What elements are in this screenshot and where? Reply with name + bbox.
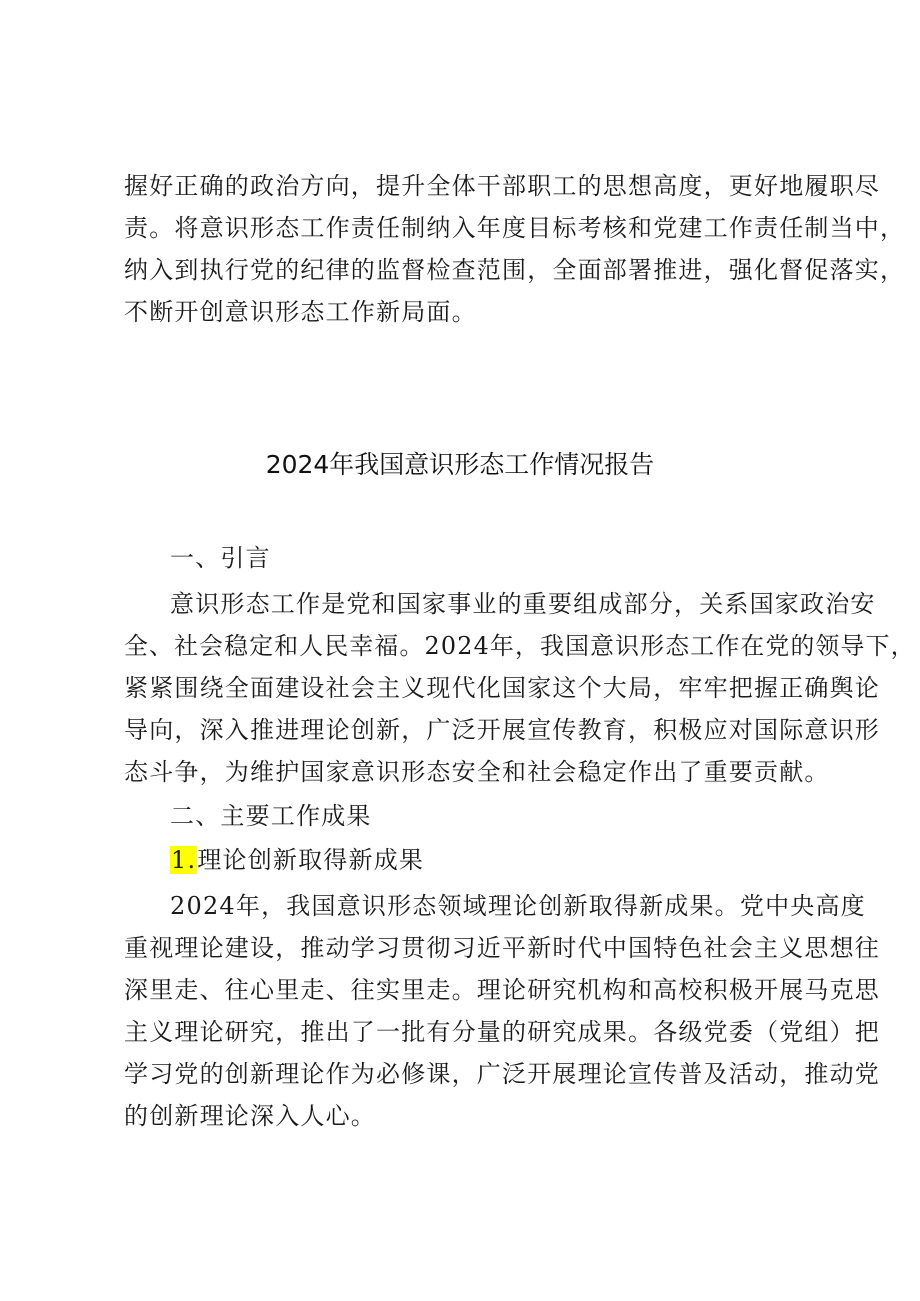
carryover-line: 握好正确的政治方向，提升全体干部职工的思想高度，更好地履职尽 bbox=[124, 172, 880, 200]
paragraph-line: 紧紧围绕全面建设社会主义现代化国家这个大局，牢牢把握正确舆论 bbox=[124, 674, 880, 702]
paragraph-line: 全、社会稳定和人民幸福。2024年，我国意识形态工作在党的领导下， bbox=[124, 632, 916, 660]
paragraph-line: 的创新理论深入人心。 bbox=[124, 1102, 376, 1130]
carryover-line: 纳入到执行党的纪律的监督检查范围，全面部署推进，强化督促落实， bbox=[124, 256, 906, 284]
subheading-label: 理论创新取得新成果 bbox=[197, 846, 425, 874]
section-heading-introduction: 一、引言 bbox=[170, 544, 271, 572]
paragraph-line: 深里走、往心里走、往实里走。理论研究机构和高校积极开展马克思 bbox=[124, 976, 880, 1004]
subheading-theory-innovation bbox=[170, 844, 424, 876]
paragraph-line: 2024年，我国意识形态领域理论创新取得新成果。党中央高度 bbox=[170, 892, 866, 920]
carryover-line: 不断开创意识形态工作新局面。 bbox=[124, 298, 477, 326]
paragraph-line: 意识形态工作是党和国家事业的重要组成部分，关系国家政治安 bbox=[170, 590, 876, 618]
paragraph-line: 学习党的创新理论作为必修课，广泛开展理论宣传普及活动，推动党 bbox=[124, 1060, 880, 1088]
section-heading-main-achievements: 二、主要工作成果 bbox=[170, 802, 372, 830]
paragraph-line: 主义理论研究，推出了一批有分量的研究成果。各级党委（党组）把 bbox=[124, 1018, 880, 1046]
document-title: 2024年我国意识形态工作情况报告 bbox=[265, 450, 655, 479]
paragraph-line: 态斗争，为维护国家意识形态安全和社会稳定作出了重要贡献。 bbox=[124, 758, 830, 786]
paragraph-line: 导向，深入推进理论创新，广泛开展宣传教育，积极应对国际意识形 bbox=[124, 716, 880, 744]
paragraph-line: 重视理论建设，推动学习贯彻习近平新时代中国特色社会主义思想往 bbox=[124, 934, 880, 962]
carryover-line: 责。将意识形态工作责任制纳入年度目标考核和党建工作责任制当中， bbox=[124, 214, 906, 242]
highlighted-number: 1. bbox=[171, 846, 197, 874]
